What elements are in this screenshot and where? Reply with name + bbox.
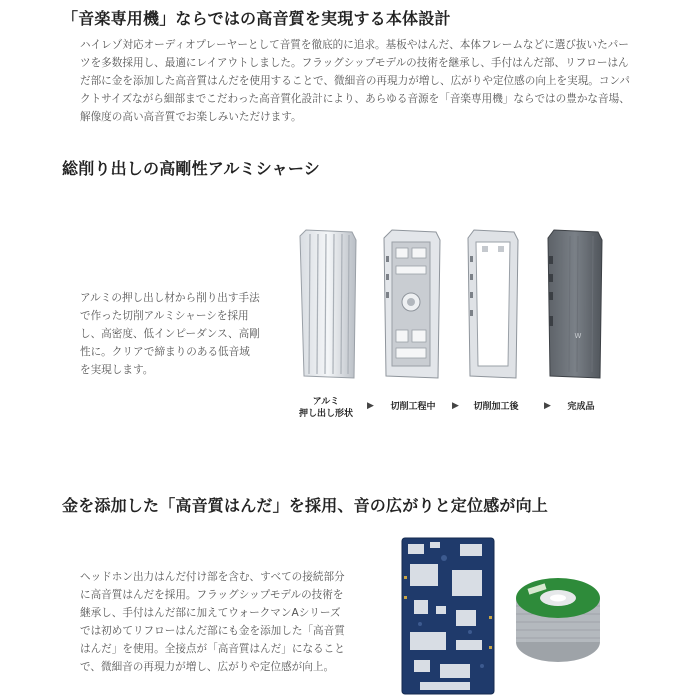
stage-caption-4: 完成品 <box>567 402 595 412</box>
stage-caption-1-line2: 押し出し形状 <box>298 409 353 419</box>
svg-text:W: W <box>574 332 582 340</box>
section3-body: ヘッドホン出力はんだ付け部を含む、すべての接続部分に高音質はんだを採用。フラッグシップモデルの技術を継承し、手付はんだ部に加えてウォークマンAシリーズでは初めてリフローはんだ部にも金を添加した「高音質はんだ」を使用。全接点が「高音質はんだ」になることで、微細音の再現力が増し、広がりや定位感が向上。 <box>80 571 345 673</box>
circuit-board-image <box>400 536 496 696</box>
stage-caption-1 <box>298 396 354 420</box>
section1-title: 「音楽専用機」ならではの高音質を実現する本体設計 <box>62 9 451 28</box>
section2-title: 総削り出しの高剛性アルミシャーシ <box>62 159 320 178</box>
arrow-icon: ▶ <box>544 401 551 411</box>
finished-product-image <box>540 226 604 382</box>
arrow-icon: ▶ <box>367 401 374 411</box>
machining-in-progress-image <box>378 226 444 382</box>
section2-body: アルミの押し出し材から削り出す手法で作った切削アルミシャーシを採用し、高密度、低インピーダンス、高剛性に。クリアで締まりのある低音域を実現します。 <box>80 292 260 376</box>
stage-caption-3: 切削加工後 <box>473 402 519 412</box>
stage-caption-2: 切削工程中 <box>390 402 436 412</box>
solder-spool-image <box>512 568 604 668</box>
machined-frame-image <box>462 226 522 382</box>
section1-body: ハイレゾ対応オーディオプレーヤーとして音質を徹底的に追求。基板やはんだ、本体フレームなどに選び抜いたパーツを多数採用し、最適にレイアウトしました。フラッグシップモデルの技術を継承し、手付はんだ部、リフローはんだ部に金を添加した高音質はんだを使用することで、微細音の再現力が増し、広がりや定位感の向上を実現。コンパクトサイズながら細部までこだわった高音質化設計により、あらゆる音源を「音楽専用機」ならではの豊かな音場、解像度の高い高音質でお楽しみいただけます。 <box>80 39 630 123</box>
section3-title: 金を添加した「高音質はんだ」を採用、音の広がりと定位感が向上 <box>62 496 549 515</box>
arrow-icon: ▶ <box>452 401 459 411</box>
stage-caption-1-line1: アルミ <box>312 397 340 407</box>
aluminum-extrusion-image <box>296 226 360 382</box>
